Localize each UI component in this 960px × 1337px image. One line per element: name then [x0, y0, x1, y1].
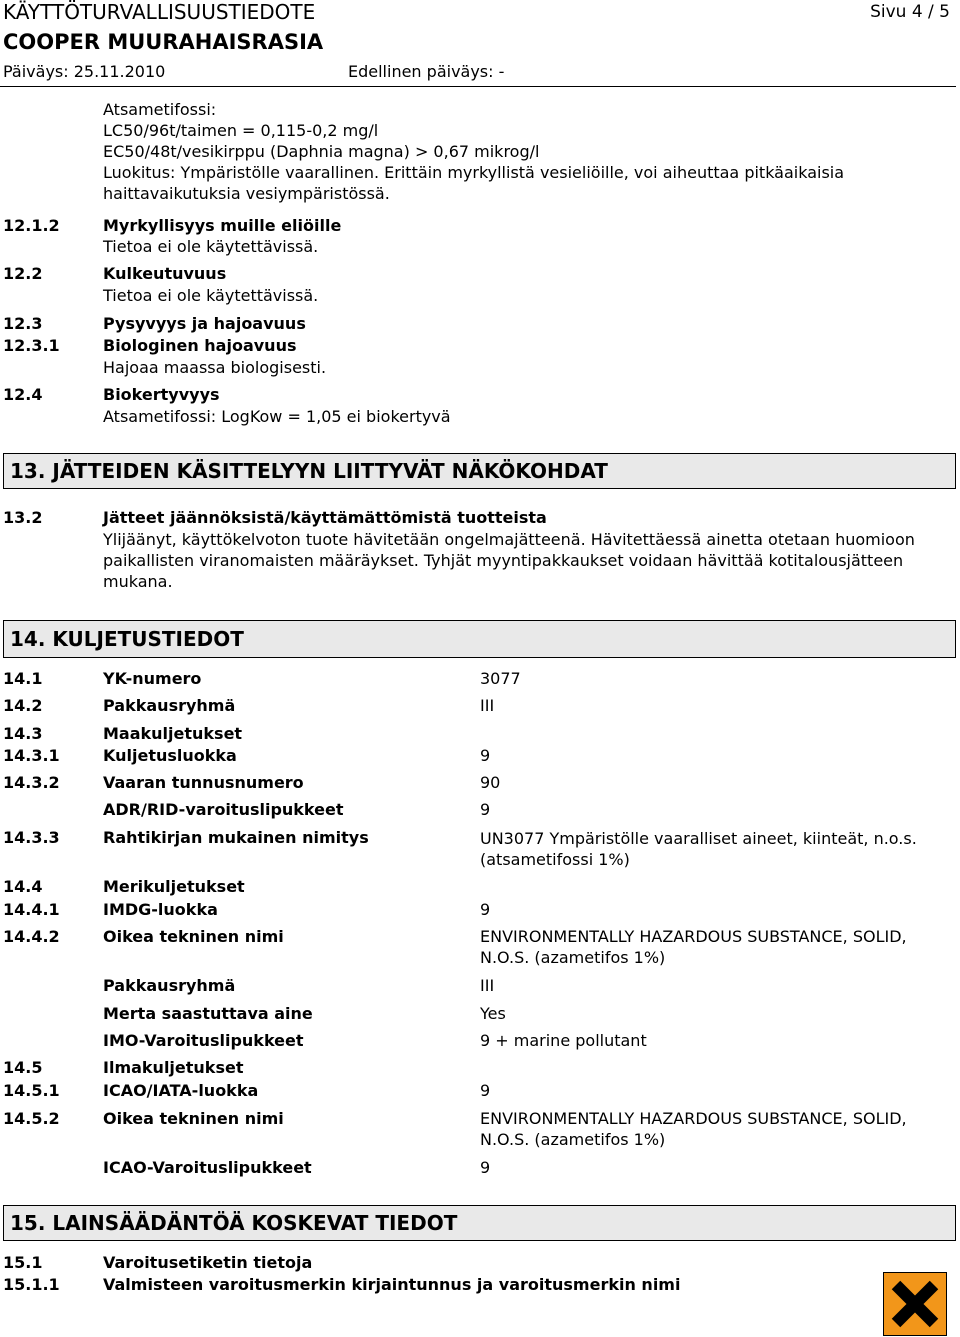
intro-line: LC50/96t/taimen = 0,115-0,2 mg/l	[103, 121, 379, 140]
item-number: 12.3.1	[3, 336, 60, 355]
item-text: Tietoa ei ole käytettävissä.	[103, 286, 319, 305]
item-title: Pysyvyys ja hajoavuus	[103, 314, 306, 333]
row-number: 14.4.2	[3, 927, 60, 946]
item-number: 15.1	[3, 1253, 43, 1272]
item-title: Myrkyllisyys muille eliöille	[103, 216, 342, 235]
row-label: ADR/RID-varoituslipukkeet	[103, 800, 344, 819]
intro-line: Atsametifossi:	[103, 100, 217, 119]
row-number: 14.5	[3, 1058, 43, 1077]
item-title: Varoitusetiketin tietoja	[103, 1253, 313, 1272]
row-value: 9	[480, 800, 491, 819]
row-number: 14.4	[3, 877, 43, 896]
item-text: mukana.	[103, 572, 173, 591]
row-label: Merikuljetukset	[103, 877, 245, 896]
item-number: 12.1.2	[3, 216, 60, 235]
section-15-heading: 15. LAINSÄÄDÄNTÖÄ KOSKEVAT TIEDOT	[3, 1205, 956, 1241]
item-title: Biologinen hajoavuus	[103, 336, 297, 355]
row-value-continued: N.O.S. (azametifos 1%)	[480, 1130, 666, 1149]
section-13-heading: 13. JÄTTEIDEN KÄSITTELYYN LIITTYVÄT NÄKÖKOHDAT	[3, 453, 956, 489]
section-14-heading: 14. KULJETUSTIEDOT	[3, 620, 956, 658]
item-number: 13.2	[3, 508, 43, 527]
row-label: Ilmakuljetukset	[103, 1058, 244, 1077]
row-label: IMDG-luokka	[103, 900, 218, 919]
row-value-continued: (atsametifossi 1%)	[480, 850, 630, 869]
item-number: 12.4	[3, 385, 43, 404]
row-label: Kuljetusluokka	[103, 746, 237, 765]
row-label: Vaaran tunnusnumero	[103, 773, 304, 792]
document-title: KÄYTTÖTURVALLISUUSTIEDOTE	[3, 0, 316, 24]
row-label: Oikea tekninen nimi	[103, 927, 284, 946]
row-value: 9	[480, 1081, 491, 1100]
row-number: 14.3.3	[3, 828, 60, 847]
row-value: 9	[480, 1158, 491, 1177]
row-label: Pakkausryhmä	[103, 976, 236, 995]
row-value: III	[480, 696, 495, 715]
row-number: 14.5.2	[3, 1109, 60, 1128]
item-title: Valmisteen varoitusmerkin kirjaintunnus ja varoitusmerkin nimi	[103, 1275, 681, 1294]
previous-date: Edellinen päiväys: -	[348, 62, 505, 81]
row-value: 9	[480, 746, 491, 765]
row-value: 9	[480, 900, 491, 919]
row-value: 90	[480, 773, 501, 792]
item-number: 12.3	[3, 314, 43, 333]
row-label: Merta saastuttava aine	[103, 1004, 313, 1023]
issue-date: Päiväys: 25.11.2010	[3, 62, 166, 81]
intro-line: EC50/48t/vesikirppu (Daphnia magna) > 0,67 mikrog/l	[103, 142, 540, 161]
row-label: Oikea tekninen nimi	[103, 1109, 284, 1128]
row-value-continued: N.O.S. (azametifos 1%)	[480, 948, 666, 967]
harmful-irritant-x-icon	[883, 1272, 947, 1336]
row-value: 9 + marine pollutant	[480, 1031, 647, 1050]
row-number: 14.5.1	[3, 1081, 60, 1100]
intro-line: Luokitus: Ympäristölle vaarallinen. Erittäin myrkyllistä vesieliöille, voi aiheuttaa pitkäaikaisia	[103, 163, 845, 182]
row-value: UN3077 Ympäristölle vaaralliset aineet, kiinteät, n.o.s.	[480, 829, 917, 848]
item-text: paikallisten viranomaisten määräykset. Tyhjät myyntipakkaukset voidaan hävittää kotitalousjätteen	[103, 551, 904, 570]
item-title: Jätteet jäännöksistä/käyttämättömistä tuotteista	[103, 508, 547, 527]
row-number: 14.3.2	[3, 773, 60, 792]
item-title: Biokertyvyys	[103, 385, 220, 404]
row-number: 14.4.1	[3, 900, 60, 919]
row-value: 3077	[480, 669, 521, 688]
row-label: Rahtikirjan mukainen nimitys	[103, 828, 369, 847]
row-value: Yes	[480, 1004, 506, 1023]
row-number: 14.3	[3, 724, 43, 743]
item-title: Kulkeutuvuus	[103, 264, 227, 283]
row-label: Pakkausryhmä	[103, 696, 236, 715]
item-number: 15.1.1	[3, 1275, 60, 1294]
intro-line: haittavaikutuksia vesiympäristössä.	[103, 184, 390, 203]
row-number: 14.3.1	[3, 746, 60, 765]
row-label: IMO-Varoituslipukkeet	[103, 1031, 304, 1050]
header-divider	[0, 86, 956, 87]
row-label: ICAO-Varoituslipukkeet	[103, 1158, 312, 1177]
row-value: III	[480, 976, 495, 995]
row-number: 14.1	[3, 669, 43, 688]
row-label: ICAO/IATA-luokka	[103, 1081, 259, 1100]
item-text: Ylijäänyt, käyttökelvoton tuote hävitetään ongelmajätteenä. Hävitettäessä ainetta otetaan huomioon	[103, 530, 915, 549]
row-value: ENVIRONMENTALLY HAZARDOUS SUBSTANCE, SOLID,	[480, 1109, 907, 1128]
row-value: ENVIRONMENTALLY HAZARDOUS SUBSTANCE, SOLID,	[480, 927, 907, 946]
item-text: Hajoaa maassa biologisesti.	[103, 358, 327, 377]
row-label: YK-numero	[103, 669, 202, 688]
item-text: Atsametifossi: LogKow = 1,05 ei biokertyvä	[103, 407, 451, 426]
item-text: Tietoa ei ole käytettävissä.	[103, 237, 319, 256]
page-number: Sivu 4 / 5	[870, 2, 950, 22]
row-label: Maakuljetukset	[103, 724, 243, 743]
product-name: COOPER MUURAHAISRASIA	[3, 30, 324, 54]
item-number: 12.2	[3, 264, 43, 283]
row-number: 14.2	[3, 696, 43, 715]
